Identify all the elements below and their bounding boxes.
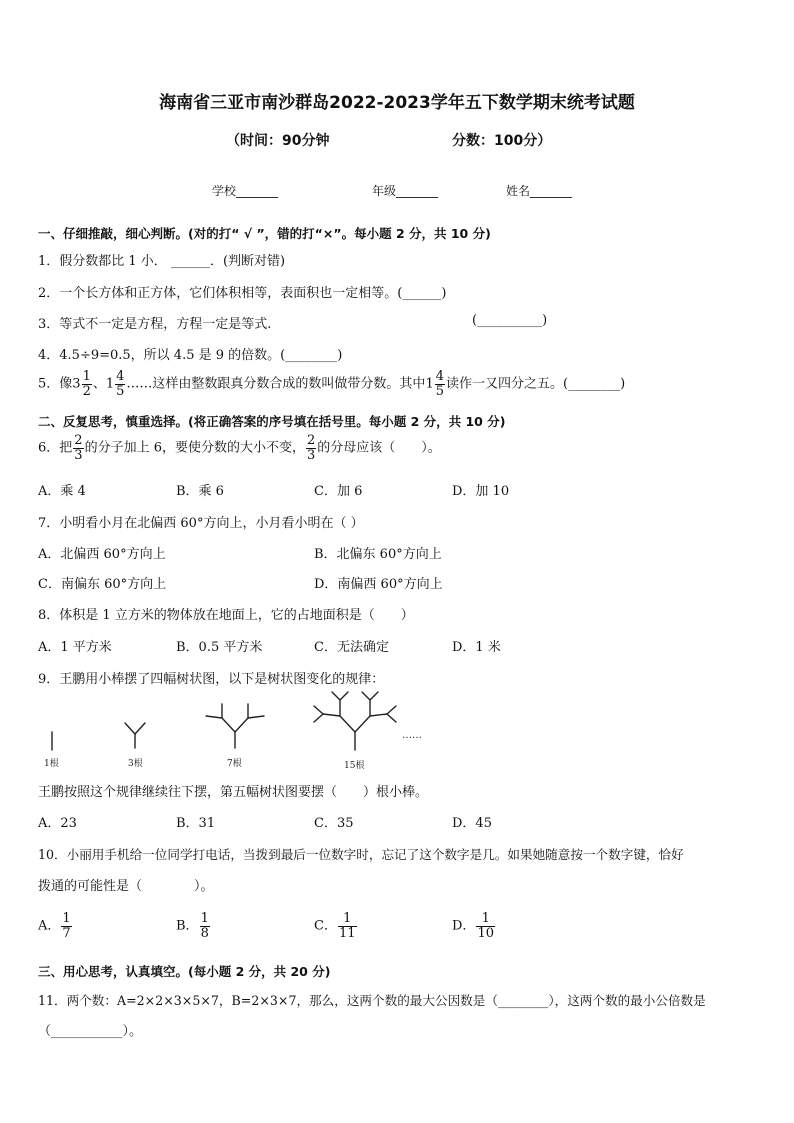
question-3: 3．等式不一定是方程，方程一定是等式. <box>38 317 272 332</box>
fraction: $\frac{4}{5}$ <box>435 369 444 399</box>
q9-option-a: A．23 <box>38 816 77 831</box>
q9-option-d: D．45 <box>452 816 492 831</box>
q10-option-c: C． $\frac{1}{11}$ <box>314 911 356 941</box>
tree-4-icon <box>314 692 396 750</box>
q8-option-a: A．1 平方米 <box>38 640 112 655</box>
name-field: 姓名_______ <box>506 184 573 198</box>
question-9-prompt: 王鹏按照这个规律继续往下摆，第五幅树状图要摆（ ）根小棒。 <box>38 785 429 800</box>
q6-option-d: D．加 10 <box>452 484 510 499</box>
q9-option-c: C．35 <box>314 816 354 831</box>
q10-option-d: D． $\frac{1}{10}$ <box>452 911 494 941</box>
tree-3-icon <box>206 704 264 748</box>
question-1: 1．假分数都比 1 小． ______．(判断对错) <box>38 254 286 269</box>
q6-option-c: C．加 6 <box>314 484 363 499</box>
school-field: 学校_______ <box>212 184 279 198</box>
tree-4-label: 15根 <box>344 761 365 771</box>
fraction: $\frac{2}{3}$ <box>74 433 83 463</box>
q10-option-b: B． $\frac{1}{8}$ <box>176 911 209 941</box>
question-8: 8．体积是 1 立方米的物体放在地面上，它的占地面积是（ ） <box>38 608 414 623</box>
grade-field: 年级_______ <box>372 184 439 198</box>
section-3-heading: 三、用心思考，认真填空。(每小题 2 分，共 20 分) <box>38 964 331 979</box>
tree-diagrams <box>30 688 450 773</box>
q9-option-b: B．31 <box>176 816 216 831</box>
tree-3-label: 7根 <box>227 759 242 769</box>
q10-option-a: A． $\frac{1}{7}$ <box>38 911 71 941</box>
q6-option-b: B．乘 6 <box>176 484 224 499</box>
tree-2-label: 3根 <box>128 759 143 769</box>
section-2-heading: 二、反复思考，慎重选择。(将正确答案的序号填在括号里。每小题 2 分，共 10 分) <box>38 414 506 429</box>
q7-option-c: C．南偏东 60°方向上 <box>38 577 167 592</box>
question-4: 4．4.5÷9=0.5，所以 4.5 是 9 的倍数。(________) <box>38 348 343 363</box>
q7-option-b: B．北偏东 60°方向上 <box>314 547 442 562</box>
fraction: $\frac{2}{3}$ <box>306 433 316 463</box>
q7-option-a: A．北偏西 60°方向上 <box>38 547 166 562</box>
question-6: 6．把 $\frac{2}{3}$ 的分子加上 6，要使分数的大小不变， $\frac{2}{3}$ 的分母应该（ ）。 <box>38 433 441 463</box>
q8-option-d: D．1 米 <box>452 640 501 655</box>
tree-2-icon <box>125 723 145 748</box>
question-3-blank: (__________) <box>472 313 548 328</box>
question-10-line1: 10．小丽用手机给一位同学打电话，当拨到最后一位数字时，忘记了这个数字是几。如果她随意按一个数字键，恰好 <box>38 847 684 862</box>
section-1-heading: 一、仔细推敲，细心判断。(对的打“ √ ”，错的打“×”。每小题 2 分，共 10 分) <box>38 226 491 241</box>
exam-time: （时间：90分钟 <box>226 133 330 149</box>
q7-option-d: D．南偏西 60°方向上 <box>314 577 443 592</box>
tree-1-label: 1根 <box>44 759 59 769</box>
q8-option-c: C．无法确定 <box>314 640 389 655</box>
question-2: 2．一个长方体和正方体，它们体积相等，表面积也一定相等。(______) <box>38 286 447 301</box>
ellipsis: …… <box>402 730 422 741</box>
q8-option-b: B．0.5 平方米 <box>176 640 263 655</box>
question-11-line1: 11．两个数：A=2×2×3×5×7，B=2×3×7，那么，这两个数的最大公因数是（________），这两个数的最小公倍数是 <box>38 993 706 1008</box>
fraction: $\frac{1}{2}$ <box>82 369 91 399</box>
question-9: 9．王鹏用小棒摆了四幅树状图，以下是树状图变化的规律： <box>38 672 385 687</box>
question-11-line2: （___________）。 <box>38 1024 143 1039</box>
question-7: 7．小明看小月在北偏西 60°方向上，小月看小明在（ ） <box>38 516 364 531</box>
fraction: $\frac{4}{5}$ <box>116 369 125 399</box>
question-10-line2: 拨通的可能性是（ ）。 <box>38 879 214 894</box>
exam-score: 分数：100分） <box>452 133 552 149</box>
q6-option-a: A．乘 4 <box>38 484 86 499</box>
question-5: 5．像3 $\frac{1}{2}$ 、1 $\frac{4}{5}$ ……这样由整数跟真分数合成的数叫做带分数。其中1 $\frac{4}{5}$ 读作一又四分之五。(________) <box>38 369 626 399</box>
page-title: 海南省三亚市南沙群岛2022-2023学年五下数学期末统考试题 <box>159 93 635 113</box>
